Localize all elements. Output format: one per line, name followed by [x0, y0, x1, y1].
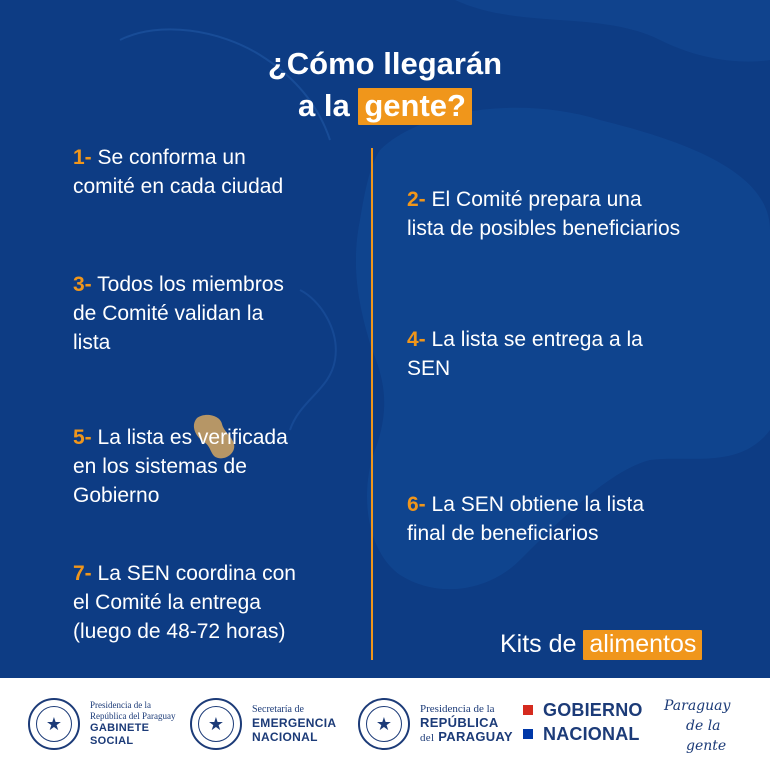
- step-number: 7-: [73, 562, 92, 585]
- step-text: final de beneficiarios: [407, 522, 599, 545]
- gabinete-social-logo: [28, 694, 175, 754]
- gobierno-nacional-logo: [523, 698, 643, 746]
- org-line: Secretaría de: [252, 704, 304, 715]
- org-line: Presidencia de la: [90, 700, 151, 710]
- title-highlight: gente?: [358, 88, 472, 125]
- step-6: [407, 490, 737, 548]
- emergencia-nacional-text: [252, 704, 336, 744]
- step-7: [73, 559, 403, 646]
- kits-prefix: Kits de: [500, 630, 577, 658]
- step-text: La SEN coordina con: [97, 562, 296, 585]
- step-number: 2-: [407, 188, 426, 211]
- step-text: de Comité validan la: [73, 302, 264, 325]
- step-text: La SEN obtiene la lista: [431, 493, 644, 516]
- step-number: 3-: [73, 273, 92, 296]
- presidencia-logo: [358, 694, 513, 754]
- step-text: el Comité la entrega: [73, 591, 261, 614]
- gobierno-line: NACIONAL: [543, 723, 640, 744]
- slogan-line: de la gente: [686, 718, 727, 754]
- gobierno-line: GOBIERNO: [543, 699, 643, 720]
- step-text: La lista se entrega a la: [431, 328, 643, 351]
- title-line-2: [0, 86, 770, 126]
- step-number: 5-: [73, 426, 92, 449]
- flag-red-square: [523, 705, 533, 715]
- org-name: PARAGUAY: [438, 729, 513, 744]
- paraguay-seal-icon: ★: [358, 698, 410, 750]
- step-text: lista: [73, 331, 111, 354]
- step-number: 6-: [407, 493, 426, 516]
- emergencia-nacional-logo: [190, 694, 336, 754]
- step-text: (luego de 48-72 horas): [73, 620, 286, 643]
- step-text: lista de posibles beneficiarios: [407, 217, 681, 240]
- step-1: [73, 143, 403, 201]
- step-5: [73, 423, 403, 510]
- gabinete-social-text: [90, 700, 175, 748]
- slogan-line: Paraguay: [664, 698, 731, 714]
- step-text: en los sistemas de: [73, 455, 247, 478]
- step-4: [407, 325, 737, 383]
- paraguay-seal-icon: ★: [28, 698, 80, 750]
- step-2: [407, 185, 757, 243]
- kits-label: [500, 628, 702, 660]
- step-3: [73, 270, 403, 357]
- step-text: La lista es verificada: [97, 426, 288, 449]
- org-name: NACIONAL: [252, 730, 318, 744]
- paraguay-seal-icon: ★: [190, 698, 242, 750]
- step-text: El Comité prepara una: [431, 188, 642, 211]
- presidencia-text: [420, 703, 513, 745]
- footer-logos: [0, 678, 770, 770]
- kits-highlight: alimentos: [583, 630, 702, 660]
- step-number: 4-: [407, 328, 426, 351]
- org-name: EMERGENCIA: [252, 716, 337, 730]
- title-prefix: a la: [298, 88, 350, 123]
- flag-blue-square: [523, 729, 533, 739]
- step-text: Se conforma un: [97, 146, 246, 169]
- org-line: Presidencia de la: [420, 703, 495, 715]
- org-line: República del Paraguay: [90, 711, 176, 721]
- step-text: Gobierno: [73, 484, 160, 507]
- step-text: SEN: [407, 357, 451, 380]
- step-number: 1-: [73, 146, 92, 169]
- org-name: GABINETE: [90, 722, 150, 734]
- org-line: del: [420, 732, 435, 744]
- org-name: SOCIAL: [90, 735, 134, 747]
- org-name: REPÚBLICA: [420, 715, 499, 730]
- step-text: Todos los miembros: [97, 273, 284, 296]
- title-line-1: ¿Cómo llegarán: [267, 46, 503, 81]
- slogan-logo: [664, 696, 764, 756]
- step-text: comité en cada ciudad: [73, 175, 284, 198]
